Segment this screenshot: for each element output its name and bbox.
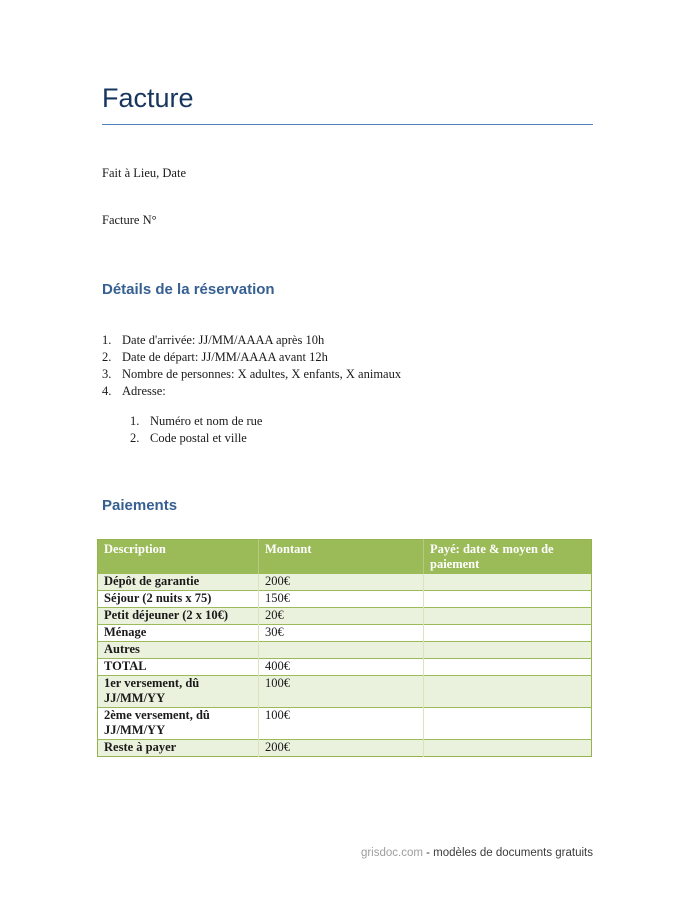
table-header-row [98, 540, 592, 574]
list-item [102, 349, 593, 366]
cell-description: Dépôt de garantie [98, 574, 259, 591]
col-header-montant: Montant [259, 540, 424, 574]
invoice-number-line: Facture N° [102, 213, 157, 227]
list-item [130, 413, 593, 430]
payments-table [97, 539, 592, 757]
cell-paye [424, 642, 592, 659]
cell-paye [424, 708, 592, 740]
footer [102, 846, 593, 860]
list-number: 2. [130, 430, 140, 445]
list-text: Date de départ: JJ/MM/AAAA avant 12h [122, 350, 328, 364]
address-sublist [130, 413, 593, 446]
table-row [98, 591, 592, 608]
table-row [98, 625, 592, 642]
cell-paye [424, 676, 592, 708]
cell-description: TOTAL [104, 659, 147, 673]
col-header-paye: Payé: date & moyen de paiement [424, 540, 592, 574]
payments-heading: Paiements [102, 497, 178, 514]
made-at-line: Fait à Lieu, Date [102, 166, 186, 180]
list-item [102, 383, 593, 400]
table-row [98, 740, 592, 757]
list-text: Code postal et ville [150, 430, 247, 445]
table-row [98, 676, 592, 708]
list-text: Adresse: [122, 384, 166, 398]
list-item [102, 332, 593, 349]
list-number: 1. [102, 333, 112, 347]
cell-montant: 150€ [259, 591, 424, 608]
list-number: 3. [102, 367, 112, 381]
cell-paye [424, 659, 592, 676]
table-row [98, 608, 592, 625]
cell-paye [424, 608, 592, 625]
cell-montant [259, 642, 424, 659]
reservation-heading: Détails de la réservation [102, 281, 275, 298]
list-text: Nombre de personnes: X adultes, X enfants, X animaux [122, 367, 402, 381]
table-row [98, 708, 592, 740]
cell-montant: 200€ [259, 740, 424, 757]
cell-description: Ménage [104, 625, 147, 639]
list-number: 1. [130, 414, 140, 428]
cell-description: 2ème versement, dû JJ/MM/YY [104, 708, 210, 737]
list-text: Numéro et nom de rue [150, 414, 263, 428]
cell-description: 1er versement, dû JJ/MM/YY [98, 676, 259, 708]
cell-description: Séjour (2 nuits x 75) [104, 591, 212, 605]
cell-paye [424, 740, 592, 757]
cell-description: Reste à payer [98, 740, 259, 757]
cell-montant: 200€ [259, 574, 424, 591]
footer-tagline: - modèles de documents gratuits [426, 847, 593, 859]
cell-paye [424, 625, 592, 642]
cell-montant: 100€ [259, 708, 424, 740]
footer-site-name: grisdoc.com [360, 847, 423, 859]
reservation-list [102, 332, 593, 400]
table-row [98, 574, 592, 591]
list-item [102, 366, 593, 383]
cell-description: Autres [98, 642, 259, 659]
list-item [130, 430, 593, 447]
col-header-description: Description [98, 540, 259, 574]
cell-description: Petit déjeuner (2 x 10€) [98, 608, 259, 625]
cell-montant: 100€ [259, 676, 424, 708]
list-number: 2. [102, 350, 112, 364]
cell-montant: 20€ [259, 608, 424, 625]
cell-montant: 30€ [259, 625, 424, 642]
table-row [98, 659, 592, 676]
cell-paye [424, 574, 592, 591]
table-row [98, 642, 592, 659]
list-number: 4. [102, 384, 112, 398]
cell-montant: 400€ [259, 659, 424, 676]
page-title: Facture [102, 83, 593, 125]
cell-paye [424, 591, 592, 608]
list-text: Date d'arrivée: JJ/MM/AAAA après 10h [122, 333, 325, 347]
